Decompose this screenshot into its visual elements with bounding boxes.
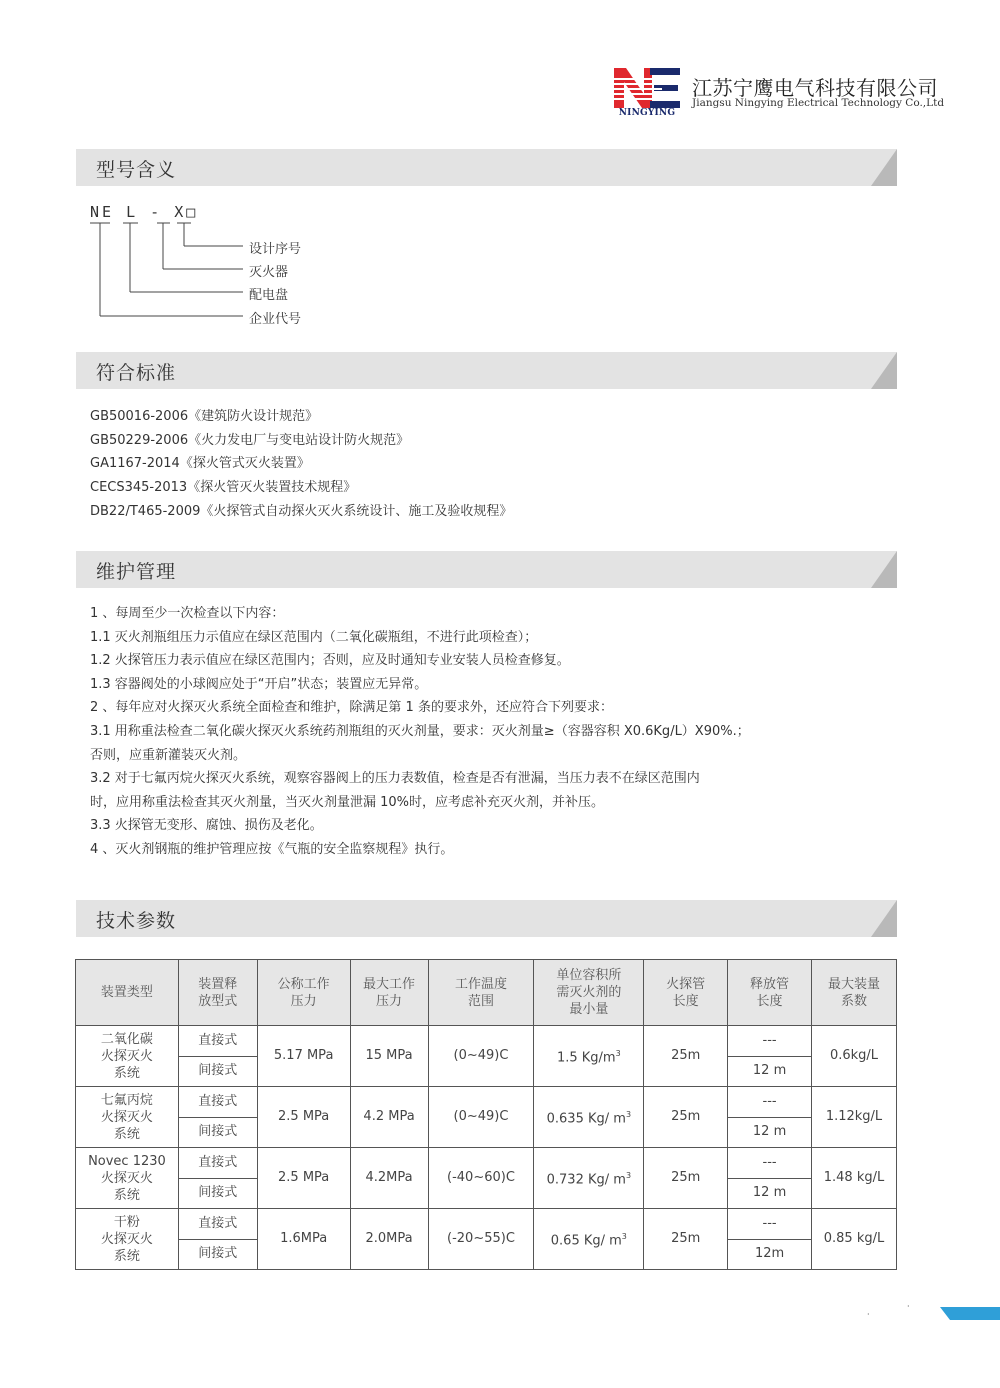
corner-triangle-icon	[871, 352, 897, 389]
cell-release-mode: 间接式	[178, 1239, 257, 1270]
section-title: 技术参数	[96, 910, 177, 932]
column-header: 装置类型	[76, 960, 179, 1026]
cell-min-qty: 1.5 $Kg/m^3$	[534, 1026, 644, 1087]
company-name-en: Jiangsu Ningying Electrical Technology Co.,Ltd	[692, 97, 945, 109]
maintenance-line: 4 、灭火剂钢瓶的维护管理应按《气瓶的安全监察规程》执行。	[90, 841, 454, 857]
maintenance-line: 2 、每年应对火探灭火系统全面检查和维护，除满足第 1 条的要求外，还应符合下列要求：	[90, 700, 613, 716]
cell-tube-length: 25m	[644, 1087, 728, 1148]
table-header-row	[76, 960, 897, 1026]
cell-nominal-pressure: 2.5 MPa	[257, 1148, 350, 1209]
column-header: 公称工作 压力	[257, 960, 350, 1026]
section-header-params	[76, 900, 897, 937]
cell-tube-length: 25m	[644, 1209, 728, 1270]
maintenance-text	[90, 602, 750, 862]
maintenance-line: 3.1 用称重法检查二氧化碳火探灭火系统药剂瓶组的灭火剂量，要求：灭火剂量≥（容器容积 X0.6Kg/L）X90%.；	[90, 723, 750, 739]
list-item: CECS345-2013《探火管灭火装置技术规程》	[90, 480, 357, 496]
cell-type: 干粉 火探灭火 系统	[76, 1209, 179, 1270]
cell-nominal-pressure: 2.5 MPa	[257, 1087, 350, 1148]
cell-coef: 1.12kg/L	[812, 1087, 897, 1148]
cell-release-mode: 直接式	[178, 1087, 257, 1118]
cell-release-mode: 间接式	[178, 1178, 257, 1209]
spec-table	[75, 959, 897, 1270]
model-label-company-code: 企业代号	[249, 312, 302, 327]
column-header: 最大装量 系数	[812, 960, 897, 1026]
cell-release-mode: 直接式	[178, 1026, 257, 1057]
cell-release-mode: 直接式	[178, 1209, 257, 1240]
corner-triangle-icon	[871, 900, 897, 937]
maintenance-line: 1.2 火探管压力表示值应在绿区范围内；否则，应及时通知专业安装人员检查修复。	[90, 653, 570, 669]
standards-list	[90, 405, 512, 524]
model-label-design-seq: 设计序号	[249, 242, 302, 257]
cell-temp-range: (0~49)C	[428, 1087, 534, 1148]
logo-subtext: NINGYING	[618, 108, 676, 118]
decorative-dot: ·	[907, 1302, 910, 1311]
corner-triangle-icon	[871, 149, 897, 186]
cell-nominal-pressure: 5.17 MPa	[257, 1026, 350, 1087]
cell-release-length: 12m	[728, 1239, 812, 1270]
maintenance-line: 1.1 灭火剂瓶组压力示值应在绿区范围内（二氧化碳瓶组，不进行此项检查）；	[90, 629, 538, 645]
cell-min-qty: 0.635 Kg/ $m^3$	[534, 1087, 644, 1148]
column-header: 火探管 长度	[644, 960, 728, 1026]
cell-type: 七氟丙烷 火探灭火 系统	[76, 1087, 179, 1148]
corner-triangle-icon	[871, 551, 897, 588]
page-corner-tab	[940, 1307, 1000, 1320]
cell-release-mode: 间接式	[178, 1056, 257, 1087]
cell-release-mode: 直接式	[178, 1148, 257, 1179]
cell-max-pressure: 4.2 MPa	[350, 1087, 428, 1148]
maintenance-line: 3.2 对于七氟丙烷火探灭火系统，观察容器阀上的压力表数值，检查是否有泄漏，当压力表不在绿区范围内	[90, 771, 700, 787]
model-label-extinguisher: 灭火器	[249, 265, 289, 280]
model-label-panel: 配电盘	[249, 288, 289, 303]
cell-release-length: 12 m	[728, 1178, 812, 1209]
section-title: 型号含义	[96, 159, 177, 181]
cell-max-pressure: 2.0MPa	[350, 1209, 428, 1270]
maintenance-line: 1.3 容器阀处的小球阀应处于“开启”状态；装置应无异常。	[90, 676, 428, 692]
cell-coef: 0.85 kg/L	[812, 1209, 897, 1270]
column-header: 装置释 放型式	[178, 960, 257, 1026]
list-item: GA1167-2014《探火管式灭火装置》	[90, 456, 310, 472]
maintenance-line: 1 、每周至少一次检查以下内容：	[90, 606, 285, 621]
maintenance-line: 3.3 火探管无变形、腐蚀、损伤及老化。	[90, 818, 323, 834]
model-diagram	[88, 200, 388, 330]
cell-temp-range: (-20~55)C	[428, 1209, 534, 1270]
section-title: 符合标准	[96, 362, 177, 384]
table-row	[76, 1209, 897, 1240]
cell-temp-range: (-40~60)C	[428, 1148, 534, 1209]
list-item: DB22/T465-2009《火探管式自动探火灭火系统设计、施工及验收规程》	[90, 503, 513, 519]
column-header: 释放管 长度	[728, 960, 812, 1026]
maintenance-line: 时，应用称重法检查其灭火剂量，当灭火剂量泄漏 10%时，应考虑补充灭火剂，并补压。	[90, 794, 605, 810]
cell-type: Novec 1230 火探灭火 系统	[76, 1148, 179, 1209]
section-title: 维护管理	[96, 561, 177, 583]
table-row	[76, 1087, 897, 1118]
column-header: 单位容积所 需灭火剂的 最小量	[534, 960, 644, 1026]
cell-tube-length: 25m	[644, 1148, 728, 1209]
company-logo	[612, 64, 945, 124]
cell-type: 二氧化碳 火探灭火 系统	[76, 1026, 179, 1087]
cell-max-pressure: 15 MPa	[350, 1026, 428, 1087]
company-name-cn: 江苏宁鹰电气科技有限公司	[692, 76, 938, 100]
table-row	[76, 1026, 897, 1057]
cell-release-length: ---	[728, 1087, 812, 1118]
cell-coef: 1.48 kg/L	[812, 1148, 897, 1209]
table-row	[76, 1148, 897, 1179]
column-header: 最大工作 压力	[350, 960, 428, 1026]
cell-release-length: 12 m	[728, 1117, 812, 1148]
cell-min-qty: 0.65 Kg/ $m^3$	[534, 1209, 644, 1270]
cell-min-qty: 0.732 Kg/ $m^3$	[534, 1148, 644, 1209]
cell-nominal-pressure: 1.6MPa	[257, 1209, 350, 1270]
section-header-standards	[76, 352, 897, 389]
cell-release-length: 12 m	[728, 1056, 812, 1087]
column-header: 工作温度 范围	[428, 960, 534, 1026]
list-item: GB50016-2006《建筑防火设计规范》	[90, 409, 319, 424]
section-header-model	[76, 149, 897, 186]
maintenance-line: 否则，应重新灌装灭火剂。	[90, 747, 247, 763]
cell-release-length: ---	[728, 1148, 812, 1179]
cell-max-pressure: 4.2MPa	[350, 1148, 428, 1209]
list-item: GB50229-2006《火力发电厂与变电站设计防火规范》	[90, 432, 410, 448]
cell-release-length: ---	[728, 1209, 812, 1240]
decorative-dot: ·	[867, 1310, 870, 1319]
section-header-maintenance	[76, 551, 897, 588]
cell-release-length: ---	[728, 1026, 812, 1057]
cell-release-mode: 间接式	[178, 1117, 257, 1148]
cell-temp-range: (0~49)C	[428, 1026, 534, 1087]
model-code: NE L - X□	[90, 203, 199, 221]
cell-tube-length: 25m	[644, 1026, 728, 1087]
cell-coef: 0.6kg/L	[812, 1026, 897, 1087]
